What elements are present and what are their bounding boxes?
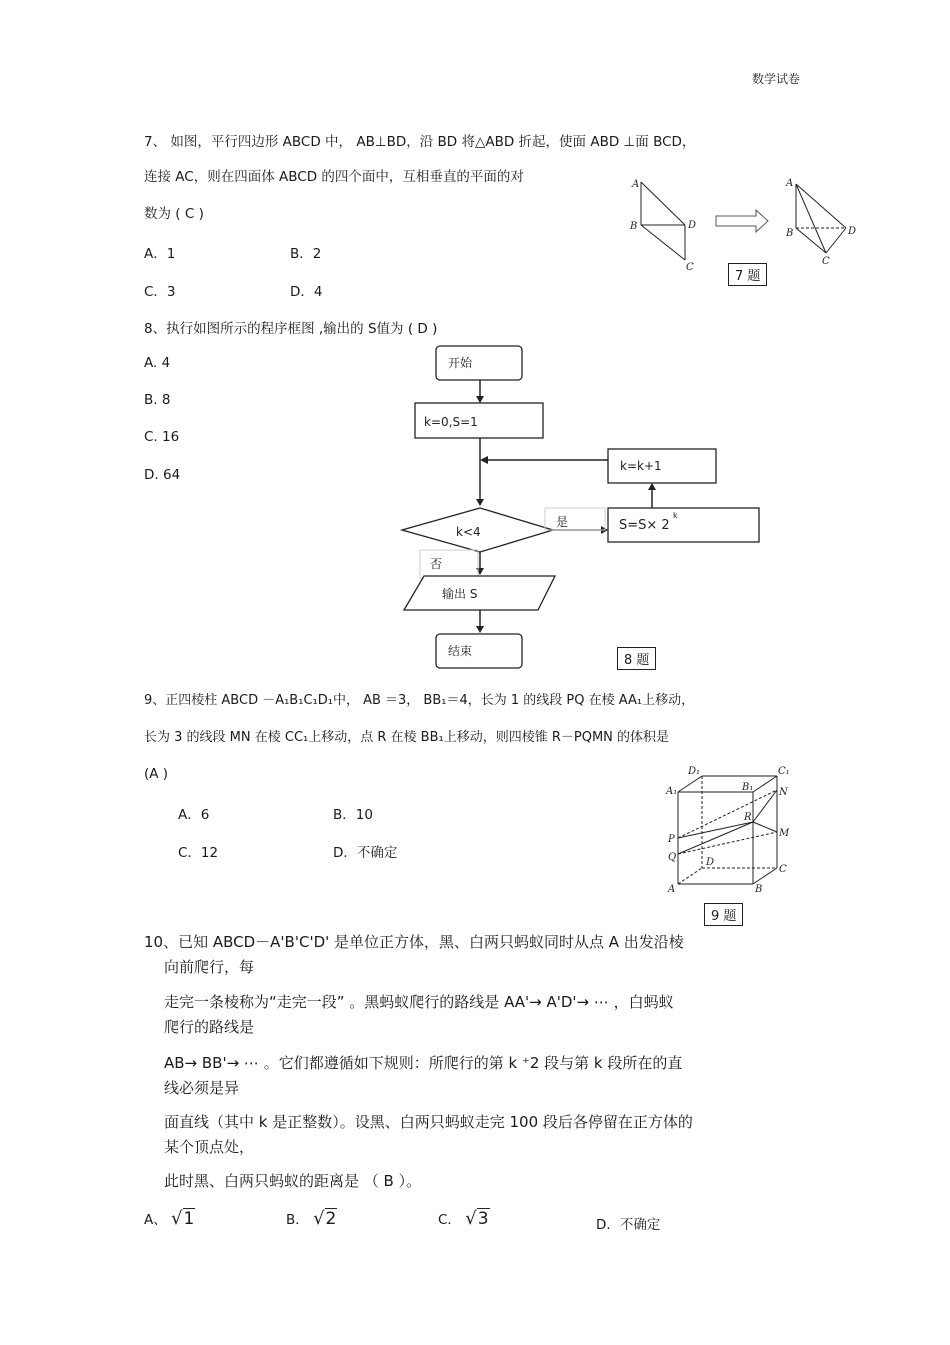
q7-edge xyxy=(796,184,846,228)
q10-line2: 向前爬行，每 xyxy=(164,958,255,976)
q9-point-label: B xyxy=(755,884,763,895)
q9-point-label: M xyxy=(779,828,790,839)
q10-line6: 线必须是异 xyxy=(164,1079,240,1097)
flow-yes-box xyxy=(545,508,605,530)
q9-edge xyxy=(678,790,777,838)
flow-arrowhead xyxy=(476,626,484,633)
q9-option-d: D．不确定 xyxy=(333,845,398,861)
q10-option-a-prefix: A、 xyxy=(144,1212,167,1228)
q10-line3: 走完一条棱称为“走完一段” 。黑蚂蚁爬行的路线是 AA'→ A'D'→ ⋯ ，白蚂蚁 xyxy=(164,993,674,1011)
q10-option-d: D．不确定 xyxy=(596,1217,661,1233)
q7-edge xyxy=(796,184,826,253)
flow-arrowhead xyxy=(476,499,484,506)
q8-figure-label: 8 题 xyxy=(617,647,656,670)
q9-option-a: A．6 xyxy=(178,807,210,823)
q10-option-b-radicand: 2 xyxy=(325,1209,337,1229)
q9-figure xyxy=(662,762,802,902)
sqrt-icon: √2 xyxy=(313,1208,337,1229)
q9-point-label: P xyxy=(668,834,675,845)
q9-stem-line1: 9、正四棱柱 ABCD －A₁B₁C₁D₁中， AB ＝3， BB₁＝4，长为 1 的线段 PQ 在棱 AA₁上移动， xyxy=(144,693,695,708)
q8-stem: 8、执行如图所示的程序框图 ,输出的 S值为 ( D ) xyxy=(144,321,438,337)
q9-stem-line3: (A ) xyxy=(144,766,169,782)
q10-line7: 面直线（其中 k 是正整数）。设黑、白两只蚂蚁走完 100 段后各停留在正方体的 xyxy=(164,1113,693,1131)
q8-option-d: D. 64 xyxy=(144,467,181,483)
q9-point-label: A₁ xyxy=(666,786,678,797)
flow-update-s-label: S=S× 2 xyxy=(619,518,670,533)
q10-option-c-radicand: 3 xyxy=(477,1209,489,1229)
q9-edge xyxy=(753,868,777,884)
q10-line9: 此时黑、白两只蚂蚁的距离是 （ B ）。 xyxy=(164,1172,422,1190)
flow-no-box xyxy=(420,550,478,578)
q9-edge xyxy=(678,776,702,792)
q7-point-label: D xyxy=(688,220,697,231)
q9-point-label: D xyxy=(706,857,715,868)
q8-flowchart xyxy=(390,340,780,680)
q9-point-label: D₁ xyxy=(688,766,701,777)
q9-edge xyxy=(678,868,702,884)
page-header: 数学试卷 xyxy=(752,72,801,86)
q7-stem-line1: 7、 如图，平行四边形 ABCD 中， AB⊥BD，沿 BD 将△ABD 折起，使面 ABD ⊥面 BCD， xyxy=(144,134,696,150)
q8-option-c: C. 16 xyxy=(144,429,180,445)
flow-yes-label: 是 xyxy=(556,515,569,529)
q9-edge xyxy=(753,790,777,822)
flow-update-k-label: k=k+1 xyxy=(620,459,662,473)
q10-option-c xyxy=(438,1208,490,1229)
flow-arrowhead xyxy=(476,396,484,403)
q10-line1: 10、已知 ABCD－A'B'C'D' 是单位正方体，黑、白两只蚂蚁同时从点 A 出发沿棱 xyxy=(144,933,684,951)
q7-figure-label: 7 题 xyxy=(728,263,767,286)
q9-point-label: N xyxy=(779,787,788,798)
q8-option-a: A. 4 xyxy=(144,355,171,371)
q9-option-b: B．10 xyxy=(333,807,373,823)
q7-option-b: B．2 xyxy=(290,246,322,262)
q7-arrow-icon xyxy=(716,210,768,232)
flow-no-label: 否 xyxy=(430,557,443,571)
q10-line8: 某个顶点处， xyxy=(164,1138,255,1156)
flow-arrowhead xyxy=(480,456,488,464)
q10-line4: 爬行的路线是 xyxy=(164,1018,255,1036)
sqrt-icon: √3 xyxy=(465,1208,489,1229)
q7-option-c: C．3 xyxy=(144,284,176,300)
flow-update-s-exponent: k xyxy=(673,511,678,520)
q7-stem-line3: 数为 ( C ) xyxy=(144,206,204,222)
q7-point-label: B xyxy=(786,228,794,239)
q10-option-a-radicand: 1 xyxy=(183,1209,195,1229)
flow-output-node xyxy=(404,576,555,610)
flow-start-label: 开始 xyxy=(448,356,473,370)
flow-init-label: k=0,S=1 xyxy=(424,415,478,429)
q7-point-label: C xyxy=(686,262,694,273)
q9-point-label: C₁ xyxy=(778,766,790,777)
q10-line5: AB→ BB'→ ⋯ 。它们都遵循如下规则：所爬行的第 k ⁺2 段与第 k 段所在的直 xyxy=(164,1054,683,1072)
q9-edge xyxy=(678,822,753,854)
flow-arrowhead xyxy=(476,568,484,575)
sqrt-icon: √1 xyxy=(171,1208,195,1229)
q10-option-a xyxy=(144,1208,195,1229)
q9-point-label: Q xyxy=(668,852,677,863)
q9-edge xyxy=(678,822,753,838)
q8-option-b: B. 8 xyxy=(144,392,171,408)
q9-option-c: C．12 xyxy=(178,845,219,861)
q9-edge xyxy=(753,776,777,792)
q7-edge xyxy=(826,228,846,253)
flow-output-label: 输出 S xyxy=(442,587,478,601)
q9-point-label: B₁ xyxy=(742,782,754,793)
q7-edge xyxy=(641,225,685,260)
q9-point-label: C xyxy=(779,864,787,875)
q7-point-label: A xyxy=(632,179,640,190)
q7-edge xyxy=(796,228,826,253)
q9-point-label: R xyxy=(744,812,752,823)
q7-option-d: D．4 xyxy=(290,284,323,300)
q7-point-label: B xyxy=(630,221,638,232)
flow-decision-label: k<4 xyxy=(456,525,481,539)
q9-edge xyxy=(753,822,777,832)
q7-point-label: D xyxy=(848,226,857,237)
q9-point-label: A xyxy=(668,884,676,895)
q7-option-a: A．1 xyxy=(144,246,176,262)
q10-option-c-prefix: C． xyxy=(438,1212,461,1228)
q9-stem-line2: 长为 3 的线段 MN 在棱 CC₁上移动，点 R 在棱 BB₁上移动，则四棱锥 R－PQMN 的体积是 xyxy=(144,730,670,745)
flow-arrowhead xyxy=(648,483,656,490)
q7-edge xyxy=(641,182,685,225)
flow-end-label: 结束 xyxy=(448,644,473,658)
q10-option-b xyxy=(286,1208,337,1229)
q10-option-b-prefix: B． xyxy=(286,1212,309,1228)
q9-figure-label: 9 题 xyxy=(704,903,743,926)
q7-point-label: C xyxy=(822,256,830,267)
q7-point-label: A xyxy=(786,178,794,189)
q7-stem-line2: 连接 AC，则在四面体 ABCD 的四个面中，互相垂直的平面的对 xyxy=(144,169,524,185)
